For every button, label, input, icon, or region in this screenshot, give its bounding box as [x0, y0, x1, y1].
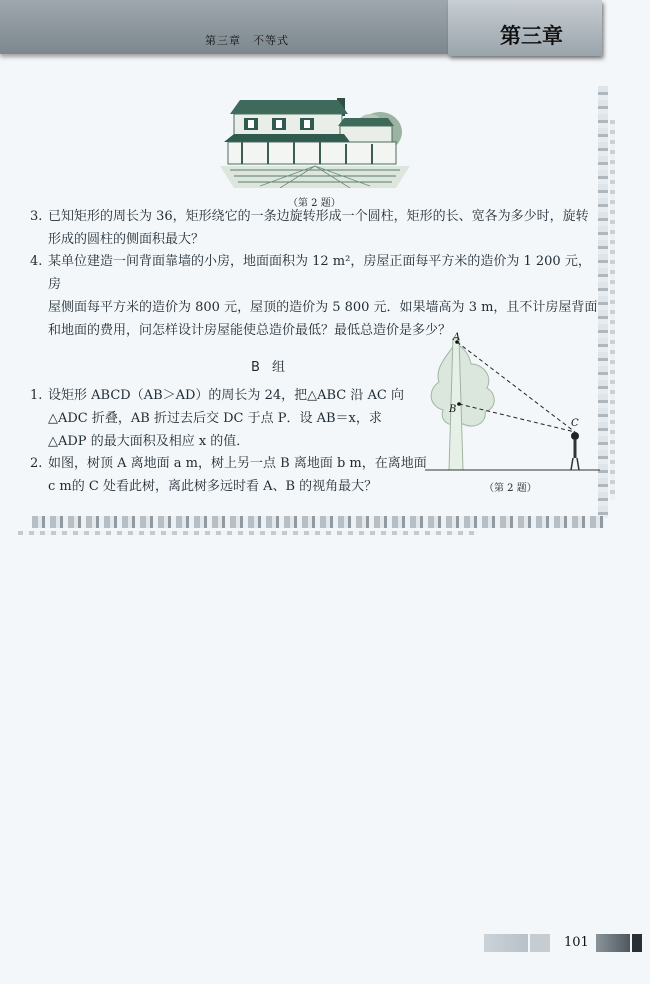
decorative-frame-right-inner	[610, 120, 615, 500]
problem-text-line: 设矩形 ABCD（AB＞AD）的周长为 24，把△ABC 沿 AC 向	[48, 388, 404, 403]
running-header: 第三章 不等式	[205, 34, 289, 47]
problem-text-line: 形成的圆柱的侧面积最大？	[48, 232, 205, 247]
page-number: 101	[564, 935, 589, 950]
problem-text-line: 如图，树顶 A 离地面 a m，树上另一点 B 离地面 b m，在离地面	[48, 456, 427, 471]
problem-number: 4.	[30, 254, 43, 269]
problem-text-line: 和地面的费用，问怎样设计房屋能使总造价最低？最低总造价是多少？	[48, 323, 452, 338]
tree-figure-caption: （第 2 题）	[484, 483, 537, 494]
decorative-frame-bottom-inner	[18, 531, 478, 535]
problem-text-line: 已知矩形的周长为 36，矩形绕它的一条边旋转形成一个圆柱，矩形的长、宽各为多少时，旋转	[48, 209, 589, 224]
section-b-title: B 组	[250, 360, 290, 375]
tree-angle-figure	[425, 330, 600, 475]
problem-text-line: c m的 C 处看此树，离此树多远时看 A、B 的视角最大？	[48, 479, 378, 494]
problem-text-line: △ADC 折叠，AB 折过去后交 DC 于点 P．设 AB＝x，求	[48, 411, 382, 426]
problem-number: 2.	[30, 456, 43, 471]
problem-text-line: 屋侧面每平方米的造价为 800 元，屋顶的造价为 5 800 元．如果墙高为 3 m，且不计房屋背面	[48, 300, 598, 315]
house-figure-caption: （第 2 题）	[288, 198, 341, 209]
problem-text-line: 某单位建造一间背面靠墙的小房，地面面积为 12 m²，房屋正面每平方米的造价为 1 200 元，房	[48, 254, 591, 292]
problem-number: 1.	[30, 388, 43, 403]
point-label-c: C	[571, 418, 579, 429]
problem-3	[30, 205, 600, 251]
problem-b2	[30, 452, 430, 498]
decorative-frame-bottom	[32, 516, 604, 528]
point-label-a: A	[453, 332, 461, 343]
problem-b1	[30, 384, 430, 453]
chapter-label: 第三章	[500, 24, 563, 48]
problem-number: 3.	[30, 209, 43, 224]
footer-bar-left	[484, 934, 528, 952]
footer-bar-end	[632, 934, 642, 952]
house-illustration	[220, 96, 410, 188]
footer-bar-mid	[530, 934, 550, 952]
problem-4	[30, 250, 600, 342]
problem-text-line: △ADP 的最大面积及相应 x 的值．	[48, 434, 250, 449]
point-label-b: B	[449, 404, 457, 415]
footer-bar-right	[596, 934, 630, 952]
